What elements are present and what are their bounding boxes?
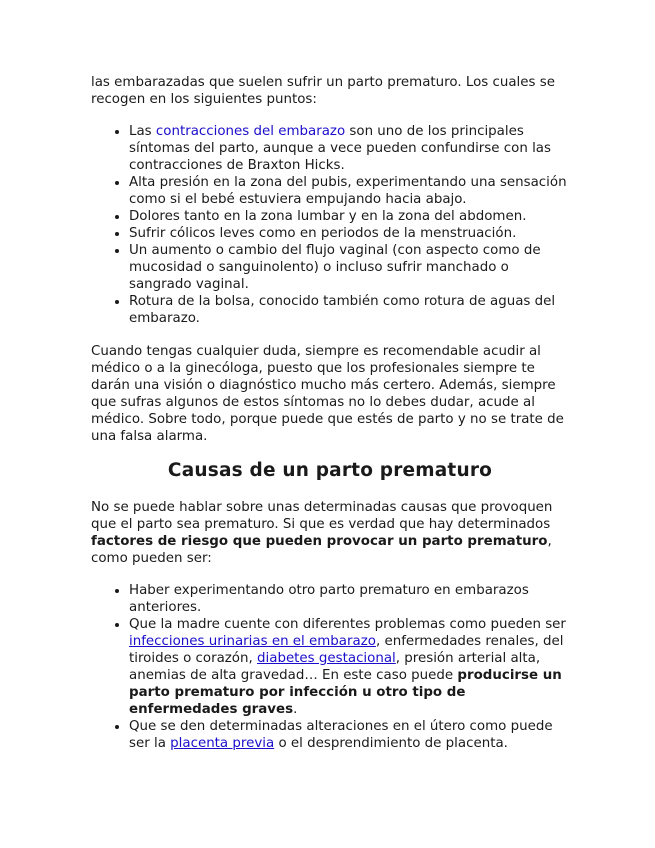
list-item: • Sufrir cólicos leves como en periodos de la menstruación. <box>129 225 569 242</box>
list-item: • Dolores tanto en la zona lumbar y en la zona del abdomen. <box>129 208 569 225</box>
contracciones-link[interactable]: contracciones del embarazo <box>155 124 346 139</box>
section-heading: Causas de un parto prematuro <box>167 460 493 481</box>
infecciones-urinarias-link[interactable]: infecciones urinarias en el embarazo <box>129 634 376 649</box>
list-item: • Que se den determinadas alteraciones en el útero como puede ser la placenta previa o el desprendimiento de placenta. <box>129 718 569 752</box>
diabetes-gestacional-link[interactable]: diabetes gestacional <box>257 651 396 666</box>
list-item: • Haber experimentando otro parto prematuro en embarazos anteriores. <box>129 582 569 616</box>
article-body <box>91 74 569 752</box>
intro-paragraph: las embarazadas que suelen sufrir un parto prematuro. Los cuales se recogen en los siguientes puntos: <box>91 75 555 107</box>
list-item: • Que la madre cuente con diferentes problemas como pueden ser infecciones urinarias en el embarazo, enfermedades renales, del tiroides o corazón, diabetes gestacional, presión arterial alta, anemias de alta gravedad… En este caso puede producirse un parto prematuro por infección u otro tipo de enfermedades graves. <box>129 616 569 718</box>
list-item: • Alta presión en la zona del pubis, experimentando una sensación como si el bebé estuviera empujando hacia abajo. <box>129 174 569 208</box>
list-item: • Las contracciones del embarazo son uno de los principales síntomas del parto, aunque a vece pueden confundirse con las contracciones de Braxton Hicks. <box>129 123 569 174</box>
risk-factors-bold: factores de riesgo que pueden provocar un parto prematuro <box>91 534 548 549</box>
causes-list <box>91 582 569 752</box>
list-item: • Rotura de la bolsa, conocido también como rotura de aguas del embarazo. <box>129 293 569 327</box>
list-item: • Un aumento o cambio del flujo vaginal (con aspecto como de mucosidad o sanguinolento) o incluso sufrir manchado o sangrado vaginal. <box>129 242 569 293</box>
advice-paragraph: Cuando tengas cualquier duda, siempre es recomendable acudir al médico o a la ginecóloga, puesto que los profesionales siempre te darán una visión o diagnóstico mucho más certero. Además, siempre que sufras algunos de estos síntomas no lo debes dudar, acude al médico. Sobre todo, porque puede que estés de parto y no se trate de una falsa alarma. <box>91 344 564 444</box>
causes-intro-paragraph: No se puede hablar sobre unas determinadas causas que provoquen que el parto sea prematuro. Si que es verdad que hay determinados factores de riesgo que pueden provocar un parto prematuro, como pueden ser: <box>91 500 553 566</box>
placenta-previa-link[interactable]: placenta previa <box>170 736 275 751</box>
symptoms-list <box>91 123 569 327</box>
